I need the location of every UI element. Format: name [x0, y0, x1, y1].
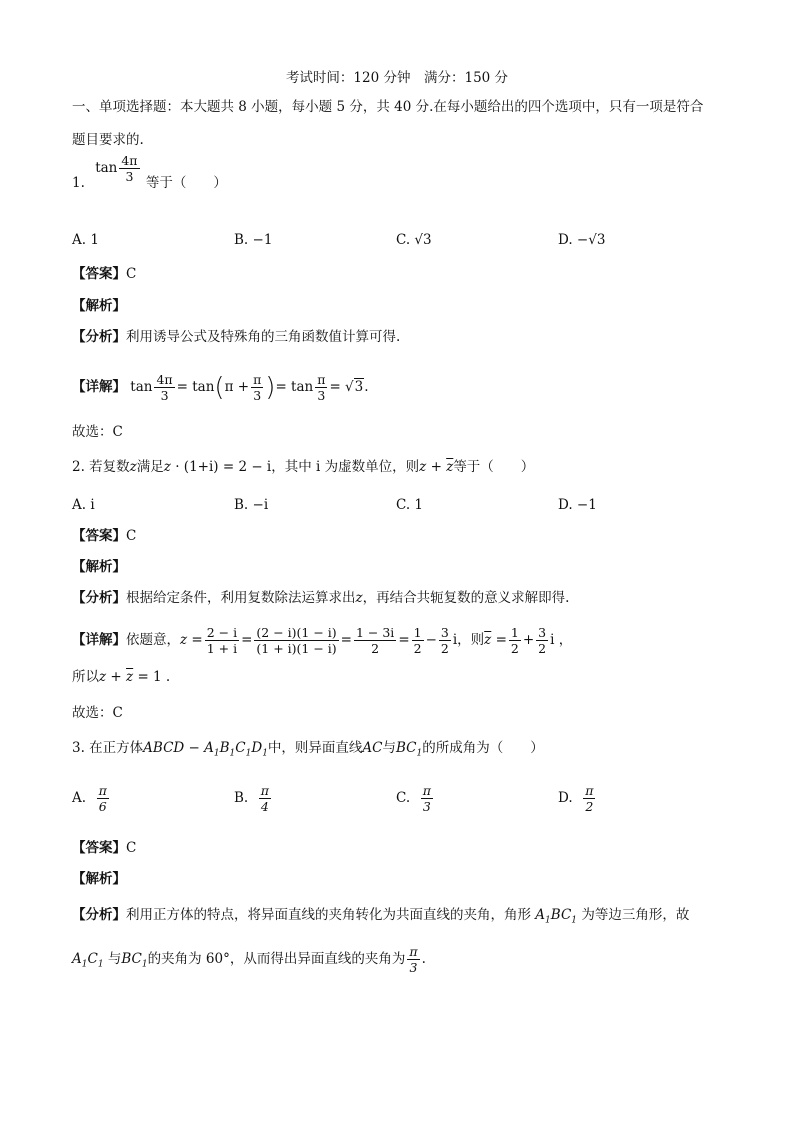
q2-option-c: C. 1 — [396, 497, 424, 513]
q3-option-a: A. $\frac{\pi}{6}$ — [72, 783, 107, 814]
q1-stem — [72, 153, 227, 199]
q1-tan-expression: tan $\frac{4\pi}{3}$ — [95, 153, 138, 184]
section-instructions-line2: 题目要求的. — [72, 132, 144, 148]
q1-answer: 【答案】C — [72, 266, 137, 282]
q1-tail: 等于（ ） — [145, 175, 227, 191]
q1-option-c: C. √3 — [396, 232, 432, 248]
q3-analyze-line1: 【分析】利用正方体的特点，将异面直线的夹角转化为共面直线的夹角，角形 $A_1BC_1$ 为等边三角形，故 — [72, 907, 690, 926]
q3-option-c: C. $\frac{\pi}{3}$ — [396, 783, 431, 814]
q1-analyze: 【分析】利用诱导公式及特殊角的三角函数值计算可得. — [72, 329, 401, 345]
q2-option-b: B. −i — [234, 497, 269, 513]
q1-detail-formula: tan $\frac{4\pi}{3}$ = tan(π + $\frac{\pi}{3}$ )= tan $\frac{\pi}{3}$ = √3. — [130, 372, 369, 403]
q1-option-b: B. −1 — [234, 232, 273, 248]
q3-stem: 3. 在正方体ABCD − $A_1B_1C_1D_1$中，则异面直线AC与$BC_1$的所成角为（ ） — [72, 740, 544, 759]
q1-option-d: D. −√3 — [558, 232, 606, 248]
q3-analysis-label: 【解析】 — [72, 871, 126, 887]
section-instructions-line1: 一、单项选择题：本大题共 8 小题，每小题 5 分，共 40 分.在每小题给出的四个选项中，只有一项是符合 — [72, 99, 704, 115]
q2-analyze: 【分析】根据给定条件，利用复数除法运算求出z，再结合共轭复数的意义求解即得. — [72, 590, 570, 606]
q1-number: 1. — [72, 175, 85, 191]
q2-choice: 故选：C — [72, 705, 123, 721]
q1-option-a: A. 1 — [72, 232, 99, 248]
q1-analysis-label: 【解析】 — [72, 298, 126, 314]
q3-option-d: D. $\frac{\pi}{2}$ — [558, 783, 594, 814]
q2-answer: 【答案】C — [72, 528, 137, 544]
q2-detail: 【详解】依题意，z = $\frac{2 - i}{1 + i}$ = $\frac{(2 - i)(1 - i)}{(1 + i)(1 - i)}$ = $\frac{1 - 3i}{2}$ = $\frac{1}{2}$ − $\frac{3}{2}$ i，则$\overline{z}$ = $\frac{1}{2}$ + $\frac{3}{2}$ i ， — [72, 625, 573, 656]
q2-so: 所以$z + \overline{z} = 1$ . — [72, 669, 171, 685]
q3-option-b: B. $\frac{\pi}{4}$ — [234, 783, 270, 814]
q1-choice: 故选：C — [72, 424, 123, 440]
q2-stem: 2. 若复数z满足z · (1+i) = 2 − i，其中 i 为虚数单位，则$z + \overline{z}$等于（ ） — [72, 459, 535, 475]
q3-answer: 【答案】C — [72, 840, 137, 856]
q2-analysis-label: 【解析】 — [72, 559, 126, 575]
q1-detail: 【详解】 tan $\frac{4\pi}{3}$ = tan(π + $\frac{\pi}{3}$ )= tan $\frac{\pi}{3}$ = √3. — [72, 372, 369, 403]
q3-analyze-line2: $A_1C_1$ 与$BC_1$的夹角为 60°，从而得出异面直线的夹角为 $\frac{\pi}{3}$ . — [72, 944, 426, 975]
q2-option-a: A. i — [72, 497, 95, 513]
exam-header: 考试时间：120 分钟 满分：150 分 — [285, 70, 509, 86]
q2-option-d: D. −1 — [558, 497, 597, 513]
